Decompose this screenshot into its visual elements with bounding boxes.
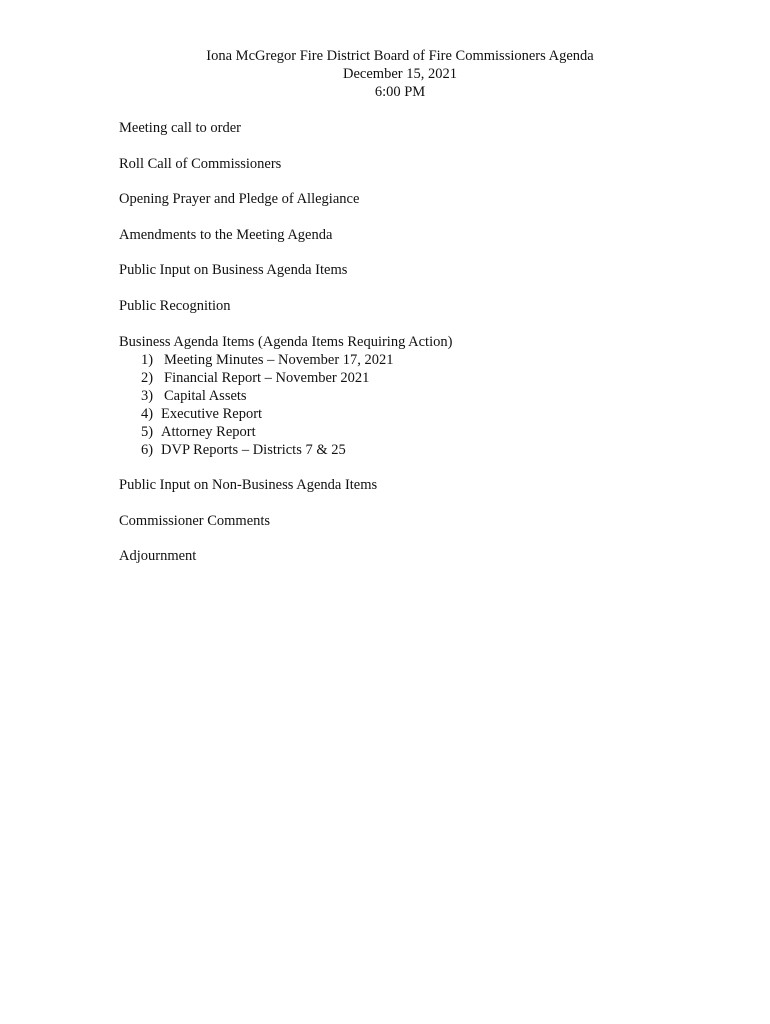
agenda-item-commissioner-comments: Commissioner Comments (119, 512, 271, 529)
list-item-number: 2) (141, 369, 154, 386)
list-item (119, 423, 719, 441)
business-agenda-heading: Business Agenda Items (Agenda Items Requiring Action) (119, 333, 453, 350)
agenda-item-adjournment: Adjournment (119, 548, 197, 565)
list-item-number: 1) (141, 351, 154, 368)
list-item-number: 4) (141, 405, 154, 422)
agenda-body (119, 119, 719, 583)
agenda-item-roll-call: Roll Call of Commissioners (119, 155, 282, 172)
agenda-item-public-recognition: Public Recognition (119, 297, 231, 314)
list-item-text: Meeting Minutes – November 17, 2021 (164, 351, 394, 368)
list-item-text: Financial Report – November 2021 (164, 369, 370, 386)
agenda-item-public-input-business: Public Input on Business Agenda Items (119, 262, 348, 279)
list-item (119, 351, 719, 369)
agenda-item-public-input-non-business: Public Input on Non-Business Agenda Items (119, 477, 378, 494)
list-item-text: Capital Assets (164, 387, 247, 404)
document-title: Iona McGregor Fire District Board of Fire Commissioners Agenda (206, 48, 594, 64)
agenda-item-prayer-pledge: Opening Prayer and Pledge of Allegiance (119, 191, 360, 208)
list-item (119, 405, 719, 423)
list-item-text: Attorney Report (161, 423, 256, 440)
document-header (0, 47, 770, 101)
business-agenda-section (119, 333, 719, 459)
list-item (119, 441, 719, 459)
list-item-number: 5) (141, 423, 154, 440)
agenda-item-call-to-order: Meeting call to order (119, 120, 241, 136)
meeting-time: 6:00 PM (374, 84, 426, 100)
list-item-number: 6) (141, 441, 154, 458)
list-item-text: Executive Report (161, 405, 263, 422)
list-item (119, 387, 719, 405)
agenda-item-amendments: Amendments to the Meeting Agenda (119, 226, 333, 243)
list-item-text: DVP Reports – Districts 7 & 25 (161, 441, 346, 458)
list-item (119, 369, 719, 387)
list-item-number: 3) (141, 387, 154, 404)
meeting-date: December 15, 2021 (343, 66, 457, 82)
business-agenda-list (119, 351, 719, 459)
